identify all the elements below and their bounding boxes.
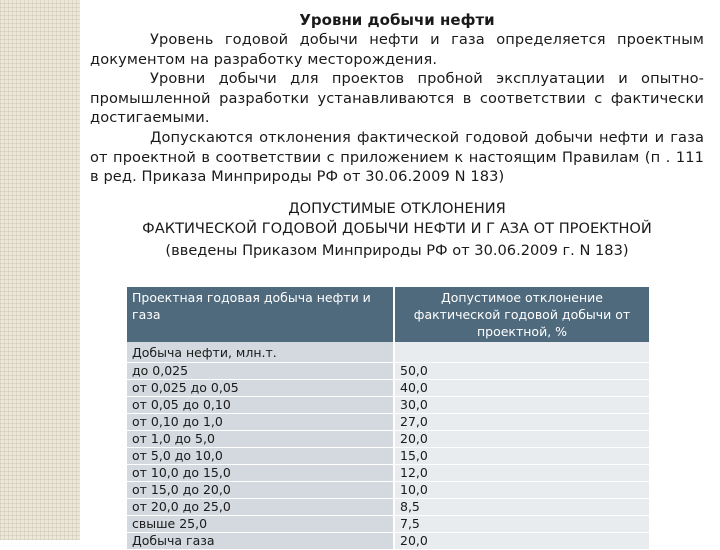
table-row xyxy=(127,342,649,363)
deviation-table xyxy=(127,287,649,550)
decorative-side-strip xyxy=(0,0,80,540)
production-range-cell: от 1,0 до 5,0 xyxy=(127,431,394,448)
header-cell-production: Проектная годовая добыча нефти и газа xyxy=(127,287,394,342)
table-row xyxy=(127,448,649,465)
production-range-cell: от 0,05 до 0,10 xyxy=(127,397,394,414)
deviation-value-cell: 20,0 xyxy=(394,431,649,448)
deviation-value-cell: 40,0 xyxy=(394,380,649,397)
production-range-cell: от 5,0 до 10,0 xyxy=(127,448,394,465)
deviation-value-cell: 8,5 xyxy=(394,499,649,516)
paragraph-2: Уровни добычи для проектов пробной эксплуатации и опытно-промышленной разработки устанавливаются в соответствии с фактически достигаемыми. xyxy=(90,70,704,127)
document-body xyxy=(90,6,704,261)
table-header-row xyxy=(127,287,649,342)
table-heading-line-2: ФАКТИЧЕСКОЙ ГОДОВОЙ ДОБЫЧИ НЕФТИ И Г АЗА ОТ ПРОЕКТНОЙ xyxy=(142,219,652,237)
production-range-cell: Добыча газа xyxy=(127,533,394,550)
deviation-value-cell: 50,0 xyxy=(394,363,649,380)
production-range-cell: свыше 25,0 xyxy=(127,516,394,533)
production-range-cell: от 20,0 до 25,0 xyxy=(127,499,394,516)
production-range-cell: от 0,10 до 1,0 xyxy=(127,414,394,431)
deviation-value-cell: 10,0 xyxy=(394,482,649,499)
header-cell-deviation: Допустимое отклонение фактической годовой добычи от проектной, % xyxy=(394,287,649,342)
deviation-value-cell: 15,0 xyxy=(394,448,649,465)
table-row xyxy=(127,465,649,482)
table-row xyxy=(127,363,649,380)
deviation-value-cell xyxy=(394,342,649,363)
table-row xyxy=(127,431,649,448)
paragraph-3: Допускаются отклонения фактической годовой добычи нефти и газа от проектной в соответствии с приложением к настоящим Правилам (п . 111 в ред. Приказа Минприроды РФ от 30.06.2009 N 183) xyxy=(90,128,704,186)
deviation-value-cell: 7,5 xyxy=(394,516,649,533)
table-row xyxy=(127,499,649,516)
production-range-cell: Добыча нефти, млн.т. xyxy=(127,342,394,363)
table-note: (введены Приказом Минприроды РФ от 30.06.2009 г. N 183) xyxy=(165,241,629,259)
paragraph-1: Уровень годовой добычи нефти и газа определяется проектным документом на разработку месторождения. xyxy=(90,31,704,68)
production-range-cell: от 15,0 до 20,0 xyxy=(127,482,394,499)
table-row xyxy=(127,482,649,499)
table-heading-line-1: ДОПУСТИМЫЕ ОТКЛОНЕНИЯ xyxy=(288,199,506,217)
production-range-cell: до 0,025 xyxy=(127,363,394,380)
page-title: Уровни добычи нефти xyxy=(299,11,495,29)
table-row xyxy=(127,414,649,431)
table-row xyxy=(127,380,649,397)
production-range-cell: от 10,0 до 15,0 xyxy=(127,465,394,482)
table-row xyxy=(127,397,649,414)
deviation-value-cell: 12,0 xyxy=(394,465,649,482)
deviation-value-cell: 20,0 xyxy=(394,533,649,550)
table-row xyxy=(127,533,649,550)
deviation-value-cell: 30,0 xyxy=(394,397,649,414)
table-row xyxy=(127,516,649,533)
deviation-value-cell: 27,0 xyxy=(394,414,649,431)
production-range-cell: от 0,025 до 0,05 xyxy=(127,380,394,397)
